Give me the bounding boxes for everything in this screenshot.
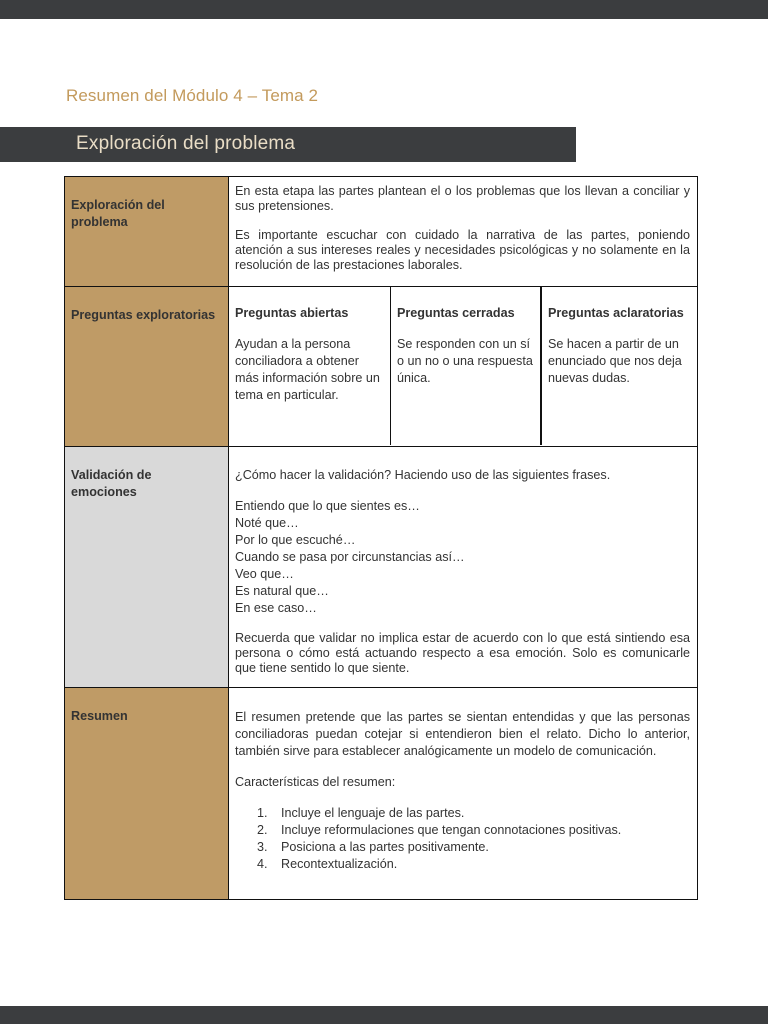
list-number: 3. [257,840,268,854]
list-item [235,805,690,822]
list-text: Recontextualización. [281,857,398,871]
validation-intro: ¿Cómo hacer la validación? Haciendo uso de las siguientes frases. [235,468,611,482]
row-content-cell [229,688,698,900]
list-item: Noté que… [235,516,299,530]
question-type-cerradas [391,287,542,445]
list-number: 2. [257,823,268,837]
row-label: Resumen [71,709,128,723]
row-content-cell [229,177,698,287]
list-item: Veo que… [235,567,294,581]
list-item [235,839,690,856]
list-item: En ese caso… [235,601,317,615]
list-number: 4. [257,857,268,871]
list-number: 1. [257,806,268,820]
summary-paragraph: El resumen pretende que las partes se sientan entendidas y que las personas conciliadoras puedan cotejar si entendieron bien el relato. Dicho lo anterior, también sirve para establecer analógicamente un modelo de comunicación. [235,710,690,758]
list-text: Incluye el lenguaje de las partes. [281,806,465,820]
list-item: Cuando se pasa por circunstancias así… [235,550,465,564]
list-text: Posiciona a las partes positivamente. [281,840,489,854]
row-label-cell [65,287,229,447]
paragraph: En esta etapa las partes plantean el o los problemas que los llevan a conciliar y sus pretensiones. [235,184,690,213]
paragraph: Es importante escuchar con cuidado la narrativa de las partes, poniendo atención a sus intereses reales y necesidades psicológicas y no solamente en la resolución de las prestaciones laborales. [235,228,690,272]
section-banner [0,127,576,162]
summary-list-intro: Características del resumen: [235,775,396,789]
list-item: Por lo que escuché… [235,533,356,547]
row-label: Preguntas exploratorias [71,308,216,322]
question-type-abiertas [229,287,391,445]
row-content-cell [229,447,698,688]
question-type-text: Se hacen a partir de un enunciado que nos deja nuevas dudas. [548,337,682,385]
list-item [235,822,690,839]
row-label: Validación de emociones [71,468,152,499]
row-content-cell [229,287,698,447]
question-type-aclaratorias [541,287,697,445]
list-item [235,856,690,873]
list-item: Es natural que… [235,584,329,598]
table-row-exploracion [65,177,698,287]
list-text: Incluye reformulaciones que tengan connotaciones positivas. [281,823,622,837]
table-row-preguntas [65,287,698,447]
validation-phrases [235,498,690,617]
summary-table [64,176,698,900]
module-subtitle: Resumen del Módulo 4 – Tema 2 [66,86,319,105]
validation-closing: Recuerda que validar no implica estar de acuerdo con lo que está sintiendo esa persona o cómo está actuando respecto a esa emoción. Solo es comunicarle que tiene sentido lo que siente. [235,631,690,675]
table-row-resumen [65,688,698,900]
row-label-cell [65,447,229,688]
row-label-cell [65,688,229,900]
question-type-title: Preguntas aclaratorias [548,306,684,320]
top-bar [0,0,768,19]
question-type-title: Preguntas cerradas [397,306,515,320]
section-title: Exploración del problema [76,133,296,154]
question-type-text: Ayudan a la persona conciliadora a obtener más información sobre un tema en particular. [235,337,380,402]
table-row-validacion [65,447,698,688]
question-types-table [229,287,697,445]
list-item: Entiendo que lo que sientes es… [235,499,420,513]
question-type-text: Se responden con un sí o un no o una respuesta única. [397,337,533,385]
summary-characteristics-list [235,805,690,873]
row-label: Exploración del problema [71,198,165,229]
question-type-title: Preguntas abiertas [235,306,349,320]
bottom-bar [0,1006,768,1024]
row-label-cell [65,177,229,287]
